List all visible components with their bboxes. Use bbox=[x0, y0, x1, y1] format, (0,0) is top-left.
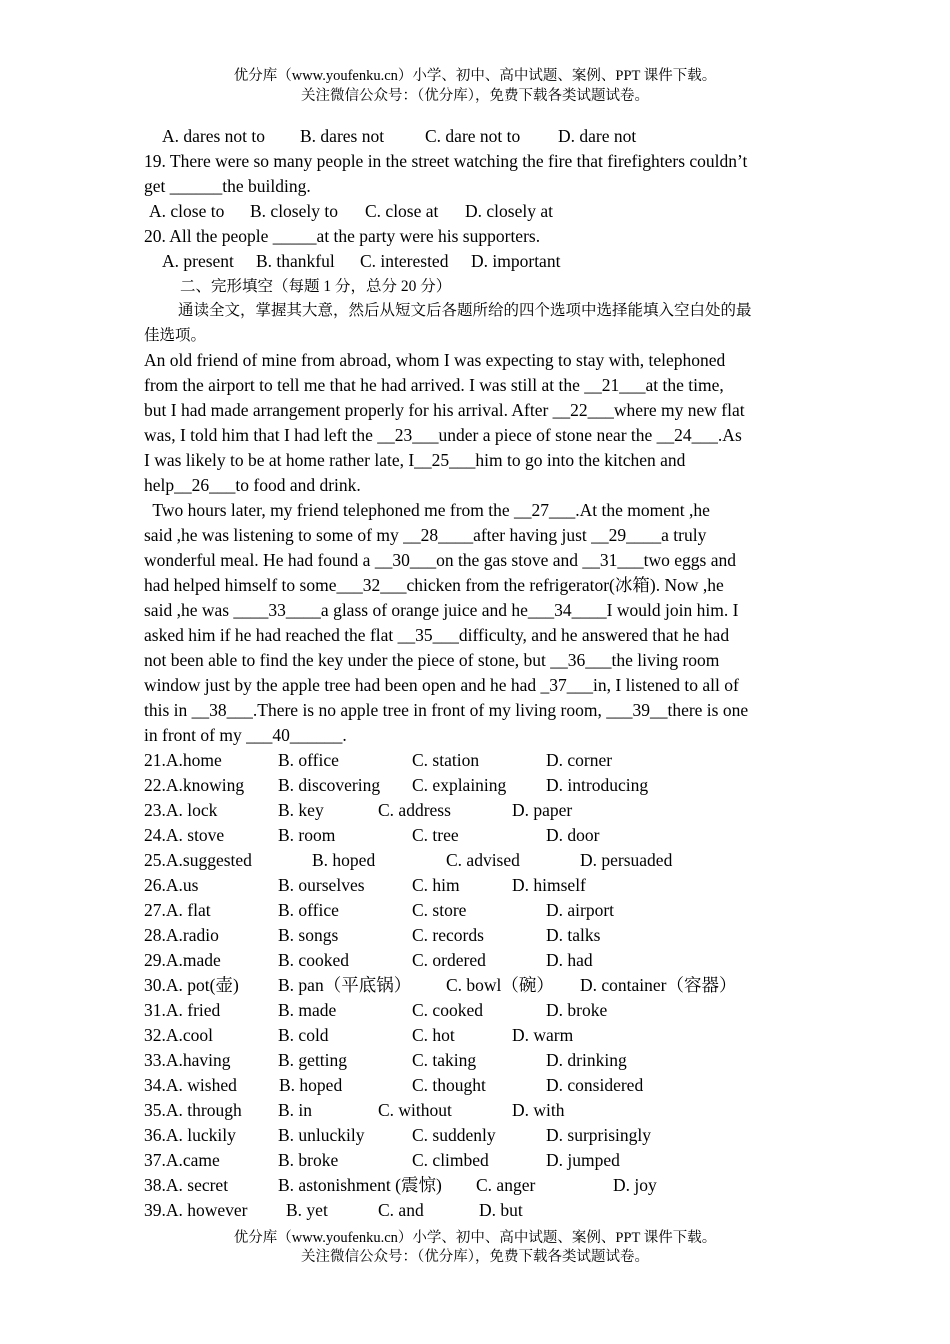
page-header-line-1: 优分库（www.youfenku.cn）小学、初中、高中试题、案例、PPT 课件下载。 bbox=[233, 68, 717, 84]
choice-option-d: D. joy bbox=[613, 1175, 657, 1195]
choice-option-c: C. bowl（碗） bbox=[446, 975, 554, 995]
choice-option-c: C. anger bbox=[476, 1175, 536, 1195]
choice-option-c: C. store bbox=[412, 900, 467, 920]
choice-option-d: D. introducing bbox=[546, 775, 649, 795]
choice-row bbox=[144, 948, 812, 973]
choice-option-b: B. made bbox=[278, 1000, 337, 1020]
choice-option-b: B. cold bbox=[278, 1025, 329, 1045]
choice-row bbox=[144, 1048, 812, 1073]
passage-line: had helped himself to some___32___chicken from the refrigerator(冰箱). Now ,he bbox=[144, 575, 724, 595]
page-footer-line-2: 关注微信公众号：（优分库），免费下载各类试题试卷。 bbox=[301, 1249, 649, 1265]
choice-row bbox=[144, 1173, 812, 1198]
q19-options bbox=[144, 199, 812, 224]
section-2-instruction-line-2: 佳选项。 bbox=[144, 327, 207, 344]
choice-option-c: C. cooked bbox=[412, 1000, 483, 1020]
passage-line: Two hours later, my friend telephoned me from the __27___.At the moment ,he bbox=[144, 500, 710, 520]
choice-option-a: 24.A. stove bbox=[144, 825, 225, 845]
choice-option-a: 30.A. pot(壶) bbox=[144, 975, 239, 995]
passage-line: from the airport to tell me that he had arrived. I was still at the __21___at the time, bbox=[144, 375, 724, 395]
choice-option-a: 33.A.having bbox=[144, 1050, 231, 1070]
choice-option-c: C. thought bbox=[412, 1075, 486, 1095]
choice-option-d: D. surprisingly bbox=[546, 1125, 651, 1145]
choice-option-a: 31.A. fried bbox=[144, 1000, 221, 1020]
choice-row bbox=[144, 773, 812, 798]
choice-option-b: B. cooked bbox=[278, 950, 349, 970]
choice-option-c: C. address bbox=[378, 800, 451, 820]
q19-option-b: B. closely to bbox=[250, 201, 338, 221]
choice-option-d: D. container（容器） bbox=[580, 975, 737, 995]
choice-option-d: D. broke bbox=[546, 1000, 608, 1020]
choice-option-a: 25.A.suggested bbox=[144, 850, 252, 870]
choice-option-c: C. him bbox=[412, 875, 460, 895]
choice-row bbox=[144, 1023, 812, 1048]
choice-option-c: C. suddenly bbox=[412, 1125, 496, 1145]
passage-line: wonderful meal. He had found a __30___on the gas stove and __31___two eggs and bbox=[144, 550, 736, 570]
section-2-instruction-line-1: 通读全文，掌握其大意，然后从短文后各题所给的四个选项中选择能填入空白处的最 bbox=[178, 302, 752, 319]
choice-option-a: 23.A. lock bbox=[144, 800, 218, 820]
choice-option-a: 35.A. through bbox=[144, 1100, 242, 1120]
document-body bbox=[144, 124, 812, 1224]
choice-option-b: B. ourselves bbox=[278, 875, 365, 895]
q20-option-b: B. thankful bbox=[256, 251, 335, 271]
page-header-line-2: 关注微信公众号：（优分库），免费下载各类试题试卷。 bbox=[301, 88, 649, 104]
choice-option-d: D. warm bbox=[512, 1025, 574, 1045]
q18-option-b: B. dares not bbox=[300, 126, 385, 146]
passage-line: said ,he was listening to some of my __28____after having just __29____a truly bbox=[144, 525, 707, 545]
choice-row bbox=[144, 748, 812, 773]
choice-option-d: D. with bbox=[512, 1100, 565, 1120]
choice-option-a: 22.A.knowing bbox=[144, 775, 245, 795]
choice-option-a: 28.A.radio bbox=[144, 925, 219, 945]
choice-option-c: C. tree bbox=[412, 825, 459, 845]
passage-line: this in __38___.There is no apple tree in front of my living room, ___39__there is one bbox=[144, 700, 749, 720]
choice-option-b: B. room bbox=[278, 825, 336, 845]
q18-option-d: D. dare not bbox=[558, 126, 637, 146]
q19-option-c: C. close at bbox=[365, 201, 439, 221]
choice-option-b: B. office bbox=[278, 750, 339, 770]
choice-option-d: D. persuaded bbox=[580, 850, 673, 870]
choice-option-d: D. talks bbox=[546, 925, 601, 945]
choice-option-d: D. drinking bbox=[546, 1050, 627, 1070]
choice-option-a: 39.A. however bbox=[144, 1200, 248, 1220]
choice-option-c: C. and bbox=[378, 1200, 424, 1220]
choice-option-c: C. ordered bbox=[412, 950, 486, 970]
passage-line: but I had made arrangement properly for his arrival. After __22___where my new flat bbox=[144, 400, 745, 420]
choice-row bbox=[144, 798, 812, 823]
choice-option-b: B. broke bbox=[278, 1150, 339, 1170]
passage-line: was, I told him that I had left the __23___under a piece of stone near the __24___.As bbox=[144, 425, 742, 445]
q19-option-d: D. closely at bbox=[465, 201, 553, 221]
choice-row bbox=[144, 1148, 812, 1173]
choice-option-c: C. records bbox=[412, 925, 484, 945]
q20-option-c: C. interested bbox=[360, 251, 449, 271]
choice-option-d: D. had bbox=[546, 950, 593, 970]
q20-option-d: D. important bbox=[471, 251, 561, 271]
choice-option-d: D. himself bbox=[512, 875, 586, 895]
choice-option-a: 27.A. flat bbox=[144, 900, 211, 920]
passage-line: help__26___to food and drink. bbox=[144, 475, 361, 495]
choice-row bbox=[144, 823, 812, 848]
choice-option-b: B. songs bbox=[278, 925, 339, 945]
choice-option-d: D. airport bbox=[546, 900, 615, 920]
q18-options bbox=[144, 124, 812, 149]
q19-option-a: A. close to bbox=[149, 201, 225, 221]
passage-line: in front of my ___40______. bbox=[144, 725, 347, 745]
choice-option-b: B. hoped bbox=[312, 850, 376, 870]
choice-row bbox=[144, 998, 812, 1023]
q19-stem-line-2: get ______the building. bbox=[144, 176, 311, 196]
q19-stem-line-1: 19. There were so many people in the street watching the fire that firefighters couldn’t bbox=[144, 151, 748, 171]
passage-line: not been able to find the key under the piece of stone, but __36___the living room bbox=[144, 650, 720, 670]
q18-option-a: A. dares not to bbox=[162, 126, 266, 146]
choice-row bbox=[144, 923, 812, 948]
choice-option-b: B. office bbox=[278, 900, 339, 920]
q20-option-a: A. present bbox=[162, 251, 234, 271]
page-footer-line-1: 优分库（www.youfenku.cn）小学、初中、高中试题、案例、PPT 课件下载。 bbox=[233, 1230, 717, 1246]
q18-option-c: C. dare not to bbox=[425, 126, 521, 146]
choice-option-b: B. in bbox=[278, 1100, 313, 1120]
choice-option-d: D. door bbox=[546, 825, 600, 845]
choice-option-a: 26.A.us bbox=[144, 875, 199, 895]
passage-line: An old friend of mine from abroad, whom I was expecting to stay with, telephoned bbox=[144, 350, 726, 370]
choice-option-b: B. yet bbox=[286, 1200, 328, 1220]
choice-option-a: 21.A.home bbox=[144, 750, 222, 770]
choice-option-c: C. station bbox=[412, 750, 480, 770]
passage-line: asked him if he had reached the flat __35___difficulty, and he answered that he had bbox=[144, 625, 730, 645]
choice-option-a: 37.A.came bbox=[144, 1150, 220, 1170]
choice-row bbox=[144, 1098, 812, 1123]
choice-option-a: 36.A. luckily bbox=[144, 1125, 236, 1145]
choice-option-d: D. paper bbox=[512, 800, 573, 820]
choice-option-b: B. hoped bbox=[279, 1075, 343, 1095]
choice-option-c: C. without bbox=[378, 1100, 452, 1120]
choice-option-b: B. discovering bbox=[278, 775, 381, 795]
section-2-title: 二、完形填空（每题 1 分，总分 20 分） bbox=[180, 278, 452, 295]
choice-option-d: D. jumped bbox=[546, 1150, 620, 1170]
choice-option-c: C. hot bbox=[412, 1025, 455, 1045]
choice-option-c: C. taking bbox=[412, 1050, 477, 1070]
choice-option-a: 34.A. wished bbox=[144, 1075, 237, 1095]
passage-line: I was likely to be at home rather late, I__25___him to go into the kitchen and bbox=[144, 450, 686, 470]
choice-option-c: C. explaining bbox=[412, 775, 507, 795]
choice-row bbox=[144, 1123, 812, 1148]
q20-stem: 20. All the people _____at the party were his supporters. bbox=[144, 226, 541, 246]
choice-option-b: B. pan（平底锅） bbox=[278, 975, 412, 995]
choice-option-b: B. key bbox=[278, 800, 324, 820]
choice-row bbox=[144, 1198, 812, 1223]
passage-line: said ,he was ____33____a glass of orange juice and he___34____I would join him. I bbox=[144, 600, 739, 620]
choice-option-d: D. considered bbox=[546, 1075, 644, 1095]
choice-option-a: 32.A.cool bbox=[144, 1025, 214, 1045]
choice-row bbox=[144, 973, 812, 998]
choice-row bbox=[144, 898, 812, 923]
choice-option-a: 29.A.made bbox=[144, 950, 221, 970]
choice-option-c: C. climbed bbox=[412, 1150, 489, 1170]
choice-row bbox=[144, 848, 812, 873]
passage-line: window just by the apple tree had been open and he had _37___in, I listened to all of bbox=[144, 675, 739, 695]
choice-option-d: D. corner bbox=[546, 750, 613, 770]
choice-option-c: C. advised bbox=[446, 850, 520, 870]
choice-row bbox=[144, 1073, 812, 1098]
choice-option-b: B. unluckily bbox=[278, 1125, 365, 1145]
choice-option-d: D. but bbox=[479, 1200, 523, 1220]
choice-row bbox=[144, 873, 812, 898]
choice-option-a: 38.A. secret bbox=[144, 1175, 229, 1195]
q20-options bbox=[144, 249, 812, 274]
choice-option-b: B. astonishment (震惊) bbox=[278, 1175, 442, 1195]
choice-option-b: B. getting bbox=[278, 1050, 348, 1070]
